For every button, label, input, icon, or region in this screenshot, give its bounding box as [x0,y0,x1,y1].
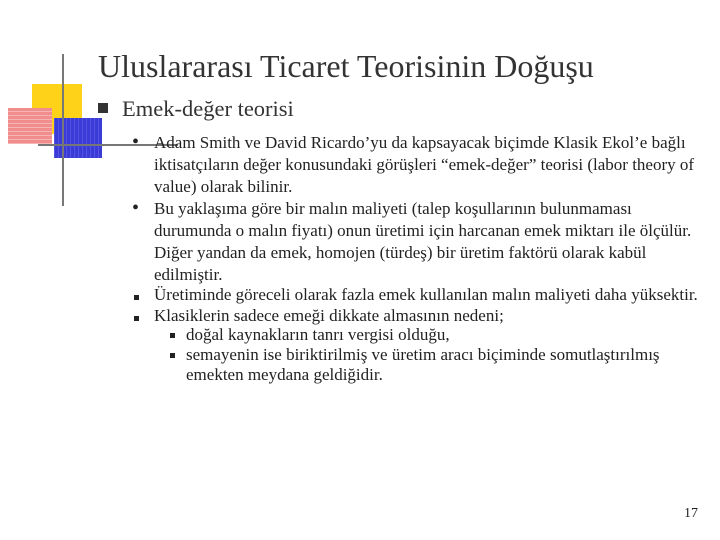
list-item [130,307,700,385]
list-item-text: Adam Smith ve David Ricardo’yu da kapsayacak biçimde Klasik Ekol’e bağlı iktisatçıların değer konusundaki görüşleri “emek-değer” teorisi (labor theory of value) olarak bilinir. [154,133,695,196]
page-number: 17 [684,506,698,521]
dot-bullet-icon: • [132,131,140,153]
sub-list [154,325,700,385]
decor-red-square [8,108,52,144]
list-item [130,198,700,286]
square-bullet-icon [170,353,175,358]
sub-list-item [154,345,700,385]
sub-list-item [154,325,700,345]
list-item-text: Bu yaklaşıma göre bir malın maliyeti (talep koşullarının bulunmaması durumunda o malın fiyatı) onun üretimi için harcanan emek miktarı ile ölçülür. Diğer yandan da emek, homojen (türdeş) bir üretim faktörü olarak kabül edilmiştir. [154,199,692,284]
list-item-text: Üretiminde göreceli olarak fazla emek kullanılan malın maliyeti daha yüksektir. [154,285,698,304]
section-heading-text: Emek-değer teorisi [122,96,294,121]
decor-vertical-line [62,54,64,206]
sub-list-item-text: semayenin ise biriktirilmiş ve üretim aracı biçiminde somutlaştırılmış emekten meydana geldiğidir. [186,345,660,384]
section-heading [98,96,294,122]
list-item-text: Klasiklerin sadece emeği dikkate almasının nedeni; [154,306,504,325]
square-bullet-icon [134,316,139,321]
list-item [130,132,700,198]
bullet-list [130,132,700,388]
sub-list-item-text: doğal kaynakların tanrı vergisi olduğu, [186,325,450,344]
square-bullet-icon [134,295,139,300]
list-item [130,286,700,304]
dot-bullet-icon: • [132,197,140,219]
square-bullet-icon [170,333,175,338]
square-bullet-icon [98,103,108,113]
slide-title: Uluslararası Ticaret Teorisinin Doğuşu [98,48,594,84]
